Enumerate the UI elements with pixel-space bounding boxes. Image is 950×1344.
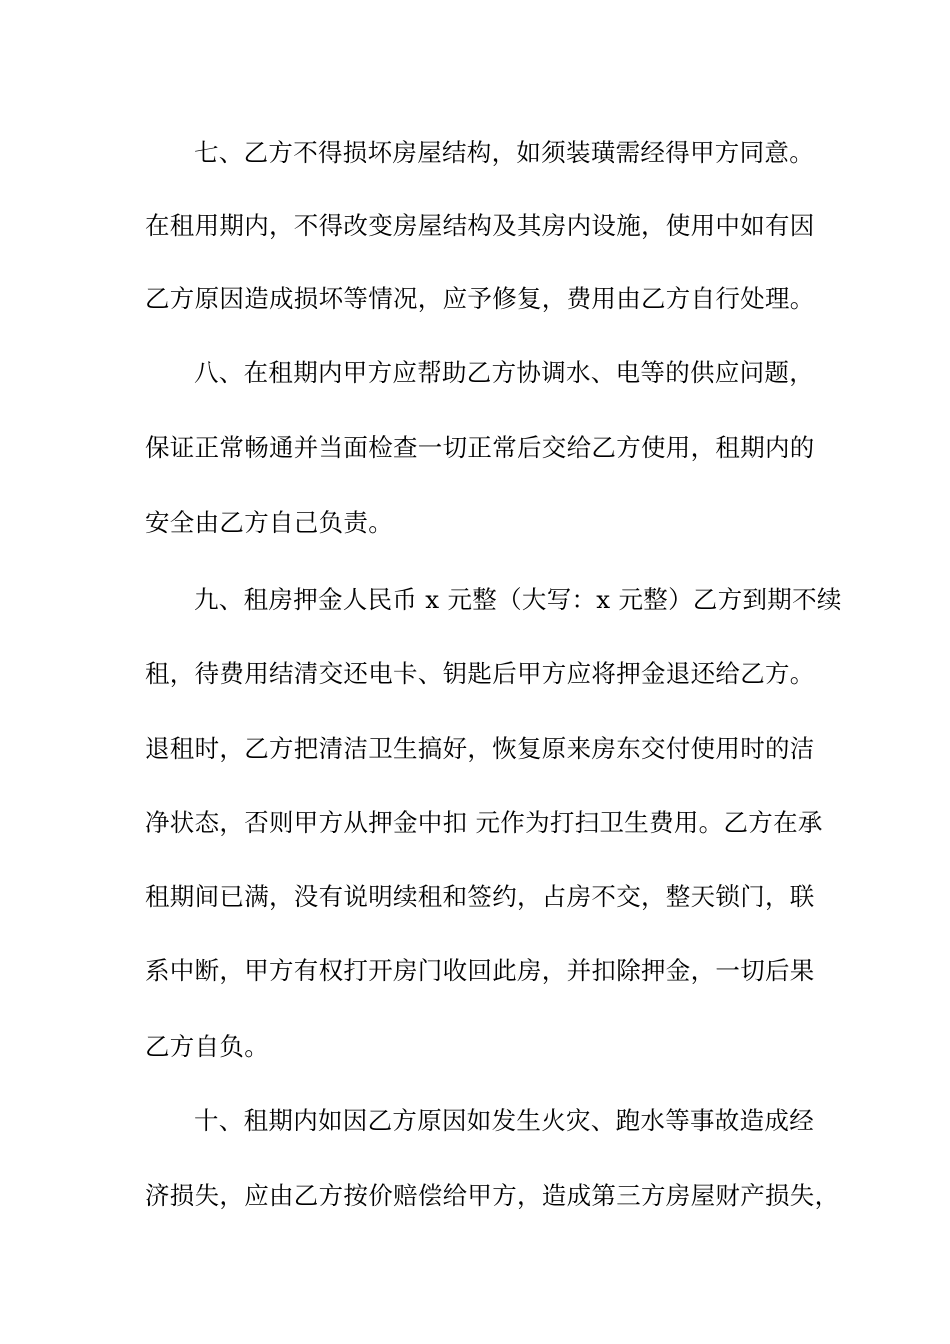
paragraph-9-line-1: 九、租房押金人民币 x 元整（大写：x 元整）乙方到期不续 (194, 585, 842, 614)
paragraph-8-line-2: 保证正常畅通并当面检查一切正常后交给乙方使用，租期内的 (145, 433, 815, 462)
paragraph-9-line-2: 租，待费用结清交还电卡、钥匙后甲方应将押金退还给乙方。 (145, 659, 815, 688)
paragraph-9-line-7: 乙方自负。 (145, 1032, 269, 1061)
paragraph-9-line-4: 净状态，否则甲方从押金中扣 元作为打扫卫生费用。乙方在承 (145, 808, 823, 837)
paragraph-9-line-6: 系中断，甲方有权打开房门收回此房，并扣除押金，一切后果 (145, 956, 815, 985)
paragraph-9-line-5: 租期间已满，没有说明续租和签约，占房不交，整天锁门，联 (145, 882, 815, 911)
paragraph-8-line-1: 八、在租期内甲方应帮助乙方协调水、电等的供应问题， (194, 358, 814, 387)
paragraph-7-line-2: 在租用期内，不得改变房屋结构及其房内设施，使用中如有因 (145, 211, 815, 240)
paragraph-9-line-3: 退租时，乙方把清洁卫生搞好，恢复原来房东交付使用时的洁 (145, 734, 815, 763)
paragraph-8-line-3: 安全由乙方自己负责。 (145, 508, 393, 537)
paragraph-10-line-2: 济损失，应由乙方按价赔偿给甲方，造成第三方房屋财产损失， (145, 1181, 840, 1210)
paragraph-7-line-1: 七、乙方不得损坏房屋结构，如须装璜需经得甲方同意。 (194, 138, 814, 167)
paragraph-10-line-1: 十、租期内如因乙方原因如发生火灾、跑水等事故造成经 (194, 1106, 814, 1135)
paragraph-7-line-3: 乙方原因造成损坏等情况，应予修复，费用由乙方自行处理。 (145, 284, 815, 313)
